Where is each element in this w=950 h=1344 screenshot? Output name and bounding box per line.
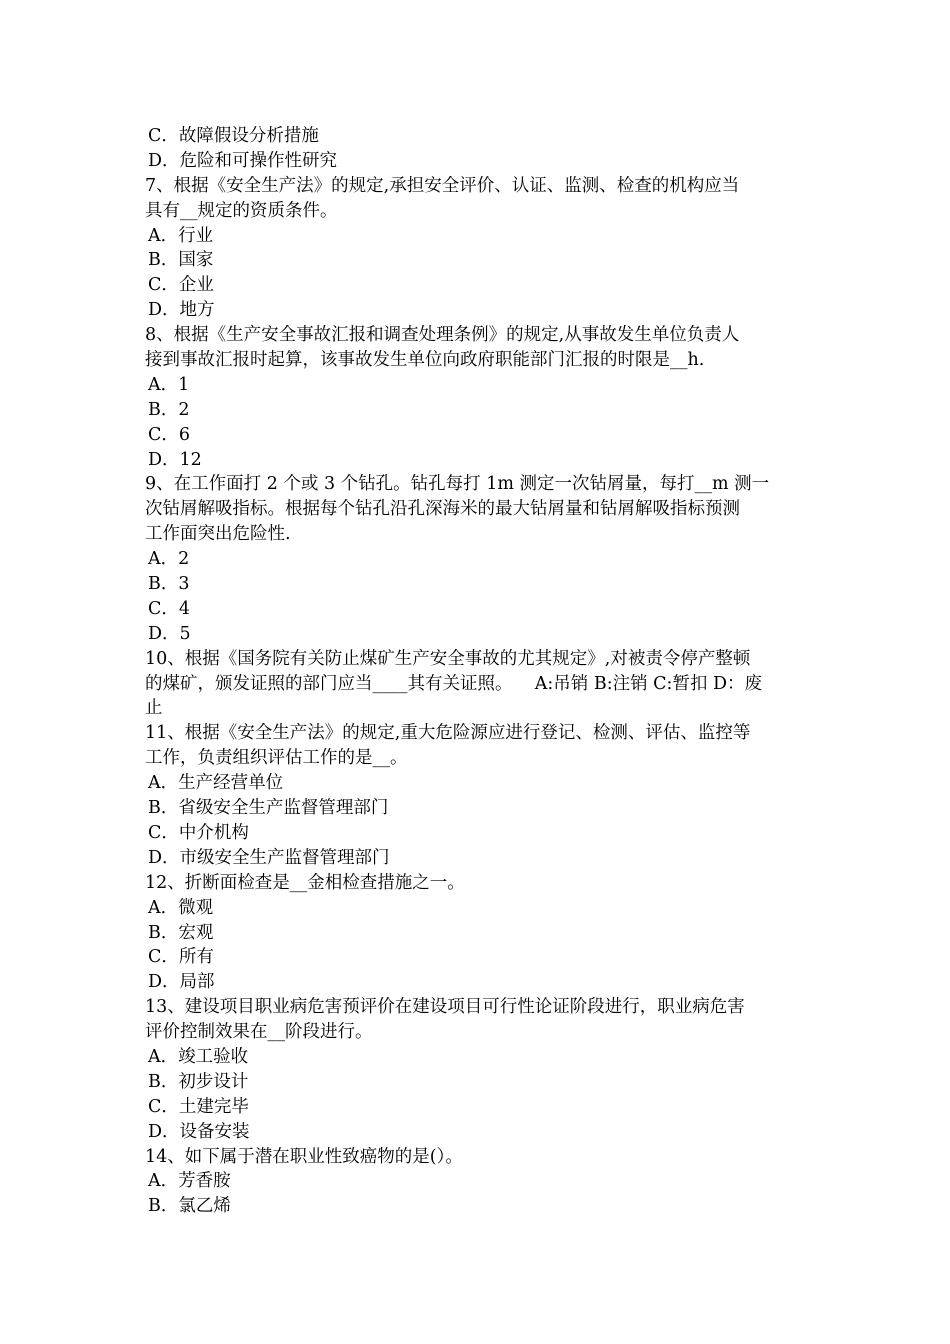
question-line: 9、在工作面打 2 个或 3 个钻孔。钻孔每打 1m 测定一次钻屑量，每打__m 测一 bbox=[145, 474, 770, 495]
answer-option bbox=[145, 547, 810, 572]
question-line: 7、根据《安全生产法》的规定,承担安全评价、认证、监测、检查的机构应当 bbox=[145, 175, 740, 196]
option-label: C．土建完毕 bbox=[148, 1096, 249, 1117]
option-label: A．芳香胺 bbox=[148, 1171, 231, 1192]
answer-option bbox=[145, 124, 810, 149]
answer-option bbox=[145, 1045, 810, 1070]
option-label: D．设备安装 bbox=[148, 1121, 250, 1142]
answer-option bbox=[145, 921, 810, 946]
answer-option bbox=[145, 597, 810, 622]
option-label: A．竣工验收 bbox=[148, 1046, 249, 1067]
option-label: D．局部 bbox=[148, 972, 215, 993]
answer-option bbox=[145, 846, 810, 871]
question-text bbox=[145, 721, 810, 771]
question-line: 接到事故汇报时起算，该事故发生单位向政府职能部门汇报的时限是__h. bbox=[145, 350, 705, 371]
answer-option bbox=[145, 273, 810, 298]
option-label: D．危险和可操作性研究 bbox=[148, 150, 338, 171]
question-text bbox=[145, 174, 810, 224]
answer-option bbox=[145, 622, 810, 647]
option-label: D．市级安全生产监督管理部门 bbox=[148, 847, 390, 868]
question-line: 11、根据《安全生产法》的规定,重大危险源应进行登记、检测、评估、监控等 bbox=[145, 723, 751, 744]
answer-option bbox=[145, 448, 810, 473]
answer-option bbox=[145, 149, 810, 174]
question-line: 具有__规定的资质条件。 bbox=[145, 200, 338, 221]
question-line: 次钻屑解吸指标。根据每个钻孔沿孔深海米的最大钻屑量和钻屑解吸指标预测 bbox=[145, 499, 740, 520]
option-label: B．2 bbox=[148, 399, 190, 420]
question-text bbox=[145, 647, 810, 722]
option-label: A．微观 bbox=[148, 897, 214, 918]
question-line: 10、根据《国务院有关防止煤矿生产安全事故的尤其规定》,对被责令停产整顿 bbox=[145, 648, 751, 669]
question-line: 12、折断面检查是__金相检查措施之一。 bbox=[145, 872, 465, 893]
option-label: D．地方 bbox=[148, 300, 215, 321]
option-label: C．所有 bbox=[148, 947, 214, 968]
answer-option bbox=[145, 423, 810, 448]
question-line: 工作面突出危险性. bbox=[145, 524, 291, 545]
question-line: 工作，负责组织评估工作的是__。 bbox=[145, 748, 408, 769]
option-label: D．5 bbox=[148, 623, 191, 644]
question-line: 评价控制效果在__阶段进行。 bbox=[145, 1022, 373, 1043]
question-text bbox=[145, 323, 810, 373]
option-label: C．4 bbox=[148, 598, 191, 619]
answer-option bbox=[145, 248, 810, 273]
answer-option bbox=[145, 224, 810, 249]
option-label: B．国家 bbox=[148, 250, 214, 271]
option-label: A．1 bbox=[148, 374, 190, 395]
option-label: C．中介机构 bbox=[148, 822, 249, 843]
question-line: 的煤矿，颁发证照的部门应当____其有关证照。 A:吊销 B:注销 C:暂扣 D：废 bbox=[145, 673, 763, 694]
option-label: C．6 bbox=[148, 424, 191, 445]
option-label: A．2 bbox=[148, 549, 190, 570]
question-line: 止 bbox=[145, 698, 163, 719]
answer-option bbox=[145, 1070, 810, 1095]
answer-option bbox=[145, 1194, 810, 1219]
answer-option bbox=[145, 398, 810, 423]
option-label: B．3 bbox=[148, 574, 190, 595]
answer-option bbox=[145, 945, 810, 970]
answer-option bbox=[145, 896, 810, 921]
question-line: 14、如下属于潜在职业性致癌物的是(）。 bbox=[145, 1146, 463, 1167]
answer-option bbox=[145, 1095, 810, 1120]
option-label: A．行业 bbox=[148, 225, 214, 246]
question-text bbox=[145, 1145, 810, 1170]
question-text bbox=[145, 871, 810, 896]
answer-option bbox=[145, 298, 810, 323]
answer-option bbox=[145, 970, 810, 995]
answer-option bbox=[145, 796, 810, 821]
answer-option bbox=[145, 373, 810, 398]
question-text bbox=[145, 472, 810, 547]
option-label: D．12 bbox=[148, 449, 202, 470]
question-line: 13、建设项目职业病危害预评价在建设项目可行性论证阶段进行，职业病危害 bbox=[145, 997, 745, 1018]
option-label: A．生产经营单位 bbox=[148, 773, 284, 794]
question-text bbox=[145, 995, 810, 1045]
option-label: C．企业 bbox=[148, 275, 214, 296]
option-label: B．宏观 bbox=[148, 922, 214, 943]
answer-option bbox=[145, 572, 810, 597]
answer-option bbox=[145, 1120, 810, 1145]
document-page bbox=[145, 124, 810, 1219]
option-label: B．初步设计 bbox=[148, 1071, 249, 1092]
answer-option bbox=[145, 1169, 810, 1194]
option-label: B．氯乙烯 bbox=[148, 1196, 231, 1217]
answer-option bbox=[145, 771, 810, 796]
option-label: B．省级安全生产监督管理部门 bbox=[148, 798, 389, 819]
answer-option bbox=[145, 821, 810, 846]
question-line: 8、根据《生产安全事故汇报和调查处理条例》的规定,从事故发生单位负责人 bbox=[145, 325, 740, 346]
option-label: C．故障假设分析措施 bbox=[148, 126, 319, 146]
